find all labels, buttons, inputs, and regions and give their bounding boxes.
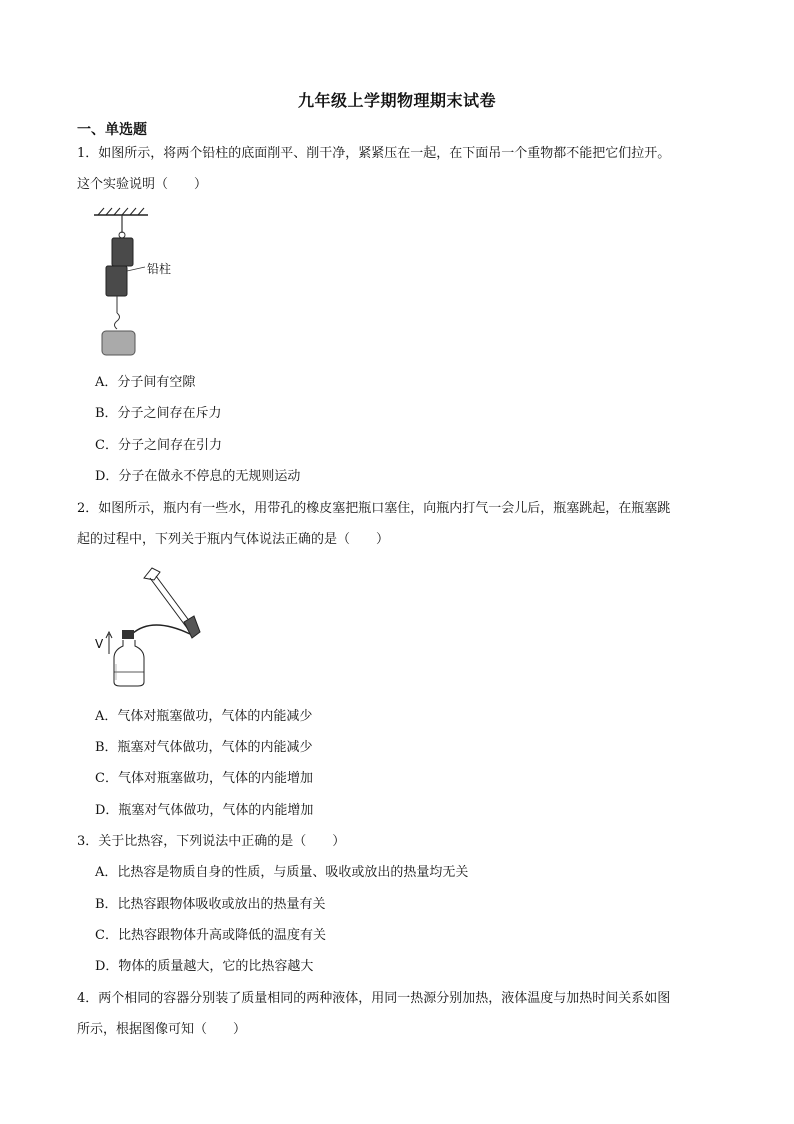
q1-stem-line1: 1．如图所示，将两个铅柱的底面削平、削干净，紧紧压在一起，在下面吊一个重物都不能把它们拉开。: [77, 146, 671, 161]
figure-label-lead: 铅柱: [147, 262, 172, 276]
glass-bottle: [114, 640, 144, 686]
q2-stem-line2: 起的过程中，下列关于瓶内气体说法正确的是（ ）: [77, 532, 390, 547]
q2-option-a: A．气体对瓶塞做功，气体的内能减少: [95, 709, 313, 724]
velocity-label: V: [95, 637, 104, 651]
rubber-hose: [132, 625, 190, 634]
q3-option-b: B．比热容跟物体吸收或放出的热量有关: [95, 897, 326, 912]
lead-cylinders-figure: [90, 205, 200, 360]
q1-option-b: B．分子之间存在斥力: [95, 406, 222, 421]
q1-option-c: C．分子之间存在引力: [95, 438, 222, 453]
q1-stem-line2: 这个实验说明（ ）: [77, 177, 208, 192]
hanging-weight: [102, 331, 135, 355]
lower-lead-cylinder: [106, 266, 127, 296]
q1-option-a: A．分子间有空隙: [95, 375, 196, 390]
q1-option-d: D．分子在做永不停息的无规则运动: [95, 469, 301, 484]
q2-stem-line1: 2．如图所示，瓶内有一些水，用带孔的橡皮塞把瓶口塞住，向瓶内打气一会儿后，瓶塞跳起，在瓶塞跳: [77, 501, 671, 516]
q3-option-a: A．比热容是物质自身的性质，与质量、吸收或放出的热量均无关: [95, 865, 469, 880]
q4-stem-line1: 4．两个相同的容器分别装了质量相同的两种液体，用同一热源分别加热，液体温度与加热时间关系如图: [77, 991, 671, 1006]
q3-stem: 3．关于比热容，下列说法中正确的是（ ）: [77, 834, 346, 849]
q2-option-d: D．瓶塞对气体做功，气体的内能增加: [95, 803, 314, 818]
q4-stem-line2: 所示，根据图像可知（ ）: [77, 1022, 247, 1037]
ceiling-mount: [94, 208, 148, 215]
q3-option-c: C．比热容跟物体升高或降低的温度有关: [95, 928, 326, 943]
q3-option-d: D．物体的质量越大，它的比热容越大: [95, 959, 314, 974]
bottle-stopper: [122, 630, 134, 639]
section-heading: 一、单选题: [77, 122, 147, 138]
page-title: 九年级上学期物理期末试卷: [297, 91, 496, 110]
upper-lead-cylinder: [112, 238, 133, 266]
q2-option-c: C．气体对瓶塞做功，气体的内能增加: [95, 771, 313, 786]
bottle-pump-figure: [92, 560, 207, 695]
q2-option-b: B．瓶塞对气体做功，气体的内能减少: [95, 740, 313, 755]
